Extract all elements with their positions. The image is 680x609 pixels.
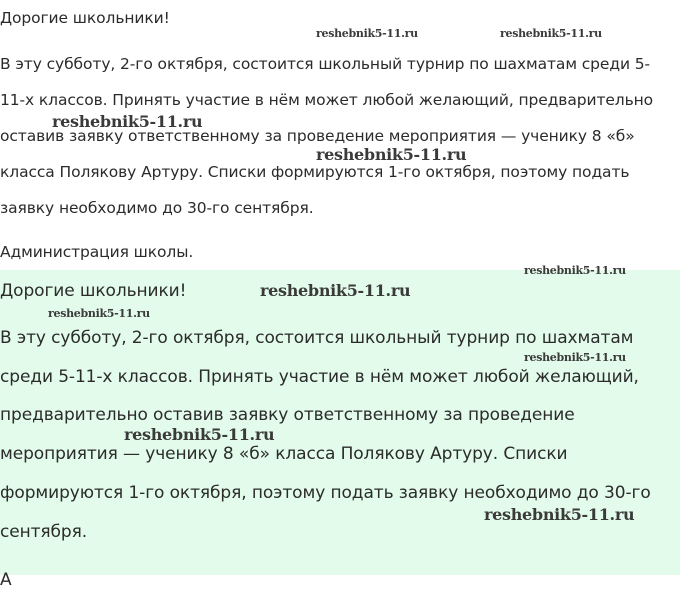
text-line: среди 5-11-х классов. Принять участие в нём может любой желающий, xyxy=(0,367,639,387)
watermark: reshebnik5-11.ru xyxy=(48,307,150,320)
watermark: reshebnik5-11.ru xyxy=(524,264,626,277)
greeting: Дорогие школьники! xyxy=(0,281,187,301)
watermark: reshebnik5-11.ru xyxy=(260,281,411,300)
watermark: reshebnik5-11.ru xyxy=(484,505,635,524)
watermark: reshebnik5-11.ru xyxy=(524,351,626,364)
watermark: reshebnik5-11.ru xyxy=(52,112,203,131)
watermark: reshebnik5-11.ru xyxy=(316,145,467,164)
text-line: мероприятия — ученику 8 «б» класса Полякову Артуру. Списки xyxy=(0,444,568,464)
cut-off-text: А xyxy=(0,570,12,590)
text-line: оставив заявку ответственному за проведение мероприятия — ученику 8 «б» xyxy=(0,127,635,145)
watermark: reshebnik5-11.ru xyxy=(316,27,418,40)
text-line: предварительно оставив заявку ответственному за проведение xyxy=(0,405,575,425)
watermark: reshebnik5-11.ru xyxy=(500,27,602,40)
announcement-plain xyxy=(0,0,680,270)
text-line: В эту субботу, 2-го октября, состоится школьный турнир по шахматам xyxy=(0,328,634,348)
text-line: класса Полякову Артуру. Списки формируются 1-го октября, поэтому подать xyxy=(0,163,630,181)
signature: Администрация школы. xyxy=(0,243,194,261)
text-line: заявку необходимо до 30-го сентября. xyxy=(0,199,314,217)
watermark: reshebnik5-11.ru xyxy=(124,425,275,444)
text-line: формируются 1-го октября, поэтому подать заявку необходимо до 30-го xyxy=(0,483,651,503)
greeting: Дорогие школьники! xyxy=(0,9,170,27)
text-line: сентября. xyxy=(0,522,88,542)
text-line: В эту субботу, 2-го октября, состоится школьный турнир по шахматам среди 5- xyxy=(0,55,651,73)
text-line: 11-х классов. Принять участие в нём может любой желающий, предварительно xyxy=(0,91,654,109)
